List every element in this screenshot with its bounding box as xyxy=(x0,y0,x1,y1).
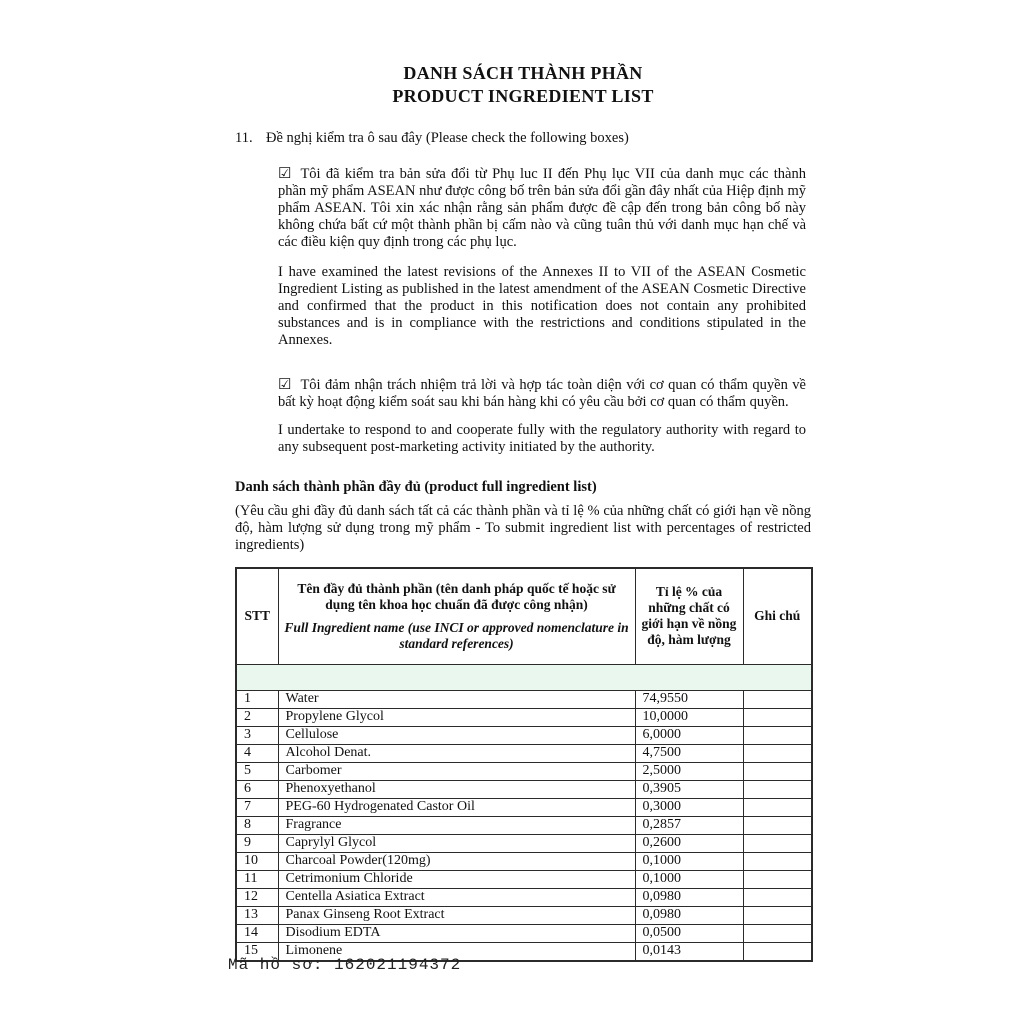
ingredient-table-body xyxy=(236,664,812,961)
ingredient-name-cell: Fragrance xyxy=(278,816,635,834)
note-cell xyxy=(743,924,812,942)
percent-cell: 0,1000 xyxy=(635,852,743,870)
checked-checkbox-icon: ☑ xyxy=(278,377,292,393)
percent-cell: 0,0980 xyxy=(635,906,743,924)
declaration-2-english: I undertake to respond to and cooperate fully with the regulatory authority with regard to any subsequent post-marketing activity initiated by the authority. xyxy=(278,422,806,455)
stt-cell: 2 xyxy=(236,708,278,726)
stt-cell: 9 xyxy=(236,834,278,852)
note-cell xyxy=(743,942,812,961)
note-cell xyxy=(743,798,812,816)
header-percent: Tỉ lệ % của những chất có giới hạn về nồng độ, hàm lượng xyxy=(635,568,743,664)
highlight-row-cell xyxy=(236,664,812,690)
document-code: Mã hồ sơ: 162021194372 xyxy=(228,956,462,974)
stt-cell: 1 xyxy=(236,690,278,708)
ingredient-name-cell: Cellulose xyxy=(278,726,635,744)
header-ingredient-name xyxy=(278,568,635,664)
declaration-1-vietnamese-text: Tôi đã kiểm tra bản sửa đổi từ Phụ luc II đến Phụ lục VII của danh mục các thành phần mỹ phẩm ASEAN như được công bố trên bản sửa đổi gần đây nhất của Hiệp định mỹ phẩm ASEAN. Tôi xin xác nhận rằng sản phẩm được đề cập đến trong bản công bố này không chứa bất cứ một thành phần bị cấm nào và cũng tuân thủ với danh mục hạn chế và các điều kiện quy định trong các phụ lục. xyxy=(278,166,806,250)
header-stt: STT xyxy=(236,568,278,664)
table-row xyxy=(236,708,812,726)
ingredient-name-cell: Cetrimonium Chloride xyxy=(278,870,635,888)
stt-cell: 3 xyxy=(236,726,278,744)
percent-cell: 4,7500 xyxy=(635,744,743,762)
ingredient-name-cell: Alcohol Denat. xyxy=(278,744,635,762)
note-cell xyxy=(743,708,812,726)
note-cell xyxy=(743,744,812,762)
ingredient-table xyxy=(235,567,813,962)
table-row xyxy=(236,888,812,906)
table-row xyxy=(236,852,812,870)
ingredient-name-cell: Propylene Glycol xyxy=(278,708,635,726)
declaration-2-vietnamese-text: Tôi đảm nhận trách nhiệm trả lời và hợp tác toàn diện với cơ quan có thẩm quyền về bất kỳ hoạt động kiểm soát sau khi bán hàng khi có yêu cầu bởi cơ quan có thẩm quyền. xyxy=(278,377,806,410)
percent-cell: 74,9550 xyxy=(635,690,743,708)
checked-checkbox-icon: ☑ xyxy=(278,166,292,182)
note-cell xyxy=(743,726,812,744)
ingredient-name-cell: Charcoal Powder(120mg) xyxy=(278,852,635,870)
percent-cell: 0,0500 xyxy=(635,924,743,942)
stt-cell: 14 xyxy=(236,924,278,942)
stt-cell: 4 xyxy=(236,744,278,762)
ingredient-name-cell: Disodium EDTA xyxy=(278,924,635,942)
table-row xyxy=(236,690,812,708)
title-vietnamese: DANH SÁCH THÀNH PHẦN xyxy=(403,63,643,83)
percent-cell: 0,2600 xyxy=(635,834,743,852)
item-11-text: Đề nghị kiểm tra ô sau đây (Please check the following boxes) xyxy=(266,130,629,146)
stt-cell: 6 xyxy=(236,780,278,798)
ingredient-name-cell: Carbomer xyxy=(278,762,635,780)
ingredient-name-cell: Panax Ginseng Root Extract xyxy=(278,906,635,924)
declaration-1-english: I have examined the latest revisions of the Annexes II to VII of the ASEAN Cosmetic Ingredient Listing as published in the latest amendment of the ASEAN Cosmetic Directive and confirmed that the product in this notification does not contain any prohibited substances and is in compliance with the restrictions and conditions stipulated in the Annexes. xyxy=(278,264,806,348)
stt-cell: 5 xyxy=(236,762,278,780)
note-cell xyxy=(743,852,812,870)
percent-cell: 0,1000 xyxy=(635,870,743,888)
declaration-2-vietnamese xyxy=(278,377,806,411)
stt-cell: 11 xyxy=(236,870,278,888)
table-row xyxy=(236,762,812,780)
ingredient-name-cell: PEG-60 Hydrogenated Castor Oil xyxy=(278,798,635,816)
note-cell xyxy=(743,834,812,852)
item-11-number: 11. xyxy=(235,130,253,146)
note-cell xyxy=(743,816,812,834)
header-ingredient-name-english: Full Ingredient name (use INCI or approved nomenclature in standard references) xyxy=(284,619,629,651)
table-row xyxy=(236,834,812,852)
table-row xyxy=(236,924,812,942)
document-title xyxy=(235,62,811,108)
stt-cell: 10 xyxy=(236,852,278,870)
ingredient-name-cell: Phenoxyethanol xyxy=(278,780,635,798)
percent-cell: 0,0143 xyxy=(635,942,743,961)
header-note: Ghi chú xyxy=(743,568,812,664)
note-cell xyxy=(743,888,812,906)
note-cell xyxy=(743,690,812,708)
percent-cell: 10,0000 xyxy=(635,708,743,726)
ingredient-list-heading: Danh sách thành phần đầy đủ (product full ingredient list) xyxy=(235,479,597,495)
stt-cell: 15 xyxy=(236,942,278,961)
stt-cell: 8 xyxy=(236,816,278,834)
header-ingredient-name-vietnamese: Tên đầy đủ thành phần (tên danh pháp quốc tế hoặc sử dụng tên khoa học chuẩn đã được công nhận) xyxy=(297,580,616,612)
table-row xyxy=(236,798,812,816)
ingredient-name-cell: Water xyxy=(278,690,635,708)
note-cell xyxy=(743,780,812,798)
table-row xyxy=(236,870,812,888)
document-content xyxy=(235,0,811,962)
declarations-block xyxy=(278,166,806,456)
percent-cell: 0,3905 xyxy=(635,780,743,798)
percent-cell: 0,2857 xyxy=(635,816,743,834)
table-row xyxy=(236,906,812,924)
ingredient-name-cell: Limonene xyxy=(278,942,635,961)
note-cell xyxy=(743,762,812,780)
item-11 xyxy=(235,130,811,147)
table-row xyxy=(236,726,812,744)
percent-cell: 0,3000 xyxy=(635,798,743,816)
percent-cell: 0,0980 xyxy=(635,888,743,906)
table-row xyxy=(236,816,812,834)
ingredient-table-header xyxy=(236,568,812,664)
percent-cell: 6,0000 xyxy=(635,726,743,744)
declaration-1-vietnamese xyxy=(278,166,806,251)
stt-cell: 13 xyxy=(236,906,278,924)
stt-cell: 12 xyxy=(236,888,278,906)
title-english: PRODUCT INGREDIENT LIST xyxy=(392,86,654,106)
ingredient-name-cell: Caprylyl Glycol xyxy=(278,834,635,852)
highlight-row xyxy=(236,664,812,690)
table-row xyxy=(236,744,812,762)
ingredient-name-cell: Centella Asiatica Extract xyxy=(278,888,635,906)
table-row xyxy=(236,780,812,798)
percent-cell: 2,5000 xyxy=(635,762,743,780)
note-cell xyxy=(743,906,812,924)
stt-cell: 7 xyxy=(236,798,278,816)
note-cell xyxy=(743,870,812,888)
ingredient-list-note: (Yêu cầu ghi đầy đủ danh sách tất cả các thành phần và tỉ lệ % của những chất có giới hạn về nồng độ, hàm lượng sử dụng trong mỹ phẩm - To submit ingredient list with percentages of restricted ingredients) xyxy=(235,503,811,553)
